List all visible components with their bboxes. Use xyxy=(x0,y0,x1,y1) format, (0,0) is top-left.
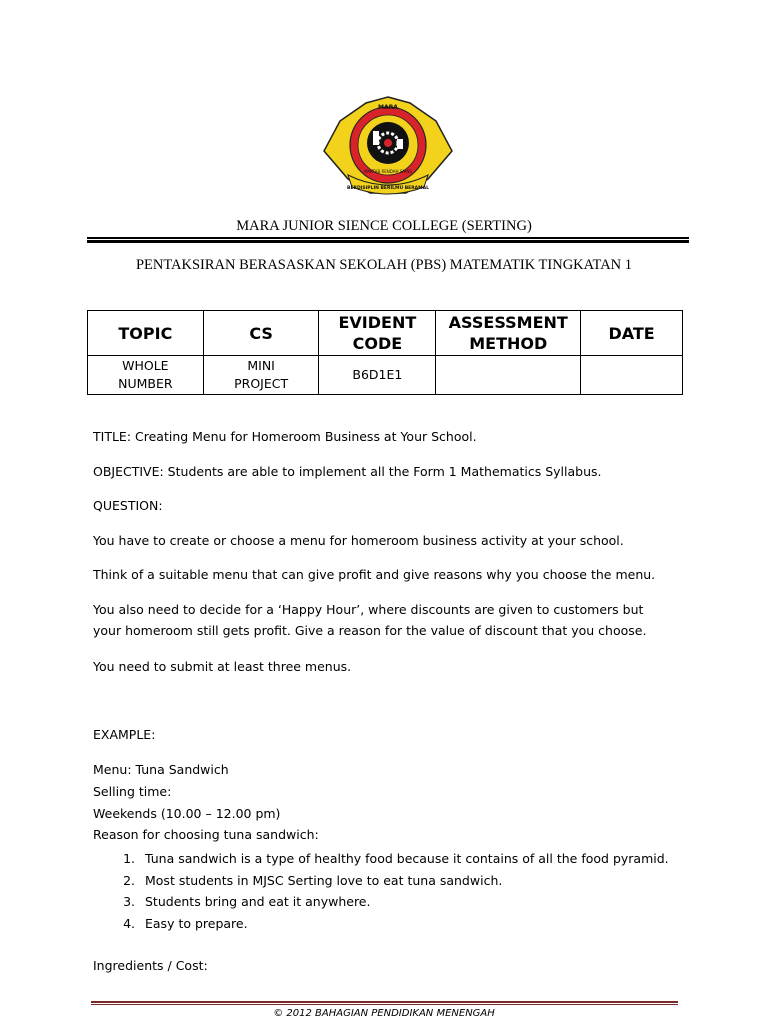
college-crest-logo xyxy=(318,93,458,199)
cell-topic: WHOLE NUMBER xyxy=(88,356,204,395)
crest-top-text: MARA xyxy=(378,104,398,111)
footer-divider xyxy=(91,1001,678,1005)
assessment-title: PENTAKSIRAN BERASASKAN SEKOLAH (PBS) MATEMATIK TINGKATAN 1 xyxy=(135,257,633,273)
header-topic: TOPIC xyxy=(88,311,204,356)
ingredients-label: Ingredients / Cost: xyxy=(93,958,208,973)
college-name: MARA JUNIOR SIENCE COLLEGE (SERTING) xyxy=(236,218,532,234)
header-cs: CS xyxy=(203,311,319,356)
selling-time-label: Selling time: xyxy=(93,784,172,799)
question-paragraph-2: Think of a suitable menu that can give profit and give reasons why you choose the menu. xyxy=(93,567,656,582)
question-paragraph-4: You need to submit at least three menus. xyxy=(93,659,352,674)
reasons-list xyxy=(93,848,669,935)
assessment-table xyxy=(87,310,683,395)
question-paragraph-3a: You also need to decide for a ‘Happy Hour’, where discounts are given to customers but xyxy=(93,602,644,617)
selling-time-value: Weekends (10.00 – 12.00 pm) xyxy=(93,806,281,821)
question-paragraph-1: You have to create or choose a menu for homeroom business activity at your school. xyxy=(93,533,624,548)
question-label: QUESTION: xyxy=(93,498,163,513)
cell-date xyxy=(581,356,683,395)
question-paragraph-3b: your homeroom still gets profit. Give a reason for the value of discount that you choose. xyxy=(93,623,647,638)
list-item: 3. Students bring and eat it anywhere. xyxy=(139,891,669,913)
objective-line: OBJECTIVE: Students are able to implement all the Form 1 Mathematics Syllabus. xyxy=(93,464,602,479)
header-evident-code: EVIDENT CODE xyxy=(319,311,436,356)
header-assessment-method: ASSESSMENT METHOD xyxy=(436,311,581,356)
list-item: 1. Tuna sandwich is a type of healthy food because it contains of all the food pyramid. xyxy=(139,848,669,870)
cell-assessment-method xyxy=(436,356,581,395)
cell-evident-code: B6D1E1 xyxy=(319,356,436,395)
crest-middle-text: MAKTAB RENDAH SAINS xyxy=(364,169,412,174)
cell-cs: MINI PROJECT xyxy=(203,356,319,395)
footer-copyright: © 2012 BAHAGIAN PENDIDIKAN MENENGAH xyxy=(273,1008,495,1019)
crest-motto-text: BERDISIPLIN BERILMU BERAMAL xyxy=(347,186,429,191)
table-header-row xyxy=(88,311,683,356)
title-line: TITLE: Creating Menu for Homeroom Business at Your School. xyxy=(93,429,477,444)
reason-label: Reason for choosing tuna sandwich: xyxy=(93,827,319,842)
header-date: DATE xyxy=(581,311,683,356)
header-divider xyxy=(87,237,689,243)
list-item: 2. Most students in MJSC Serting love to eat tuna sandwich. xyxy=(139,870,669,892)
table-row xyxy=(88,356,683,395)
list-item: 4. Easy to prepare. xyxy=(139,913,669,935)
example-menu: Menu: Tuna Sandwich xyxy=(93,762,229,777)
example-label: EXAMPLE: xyxy=(93,727,156,742)
